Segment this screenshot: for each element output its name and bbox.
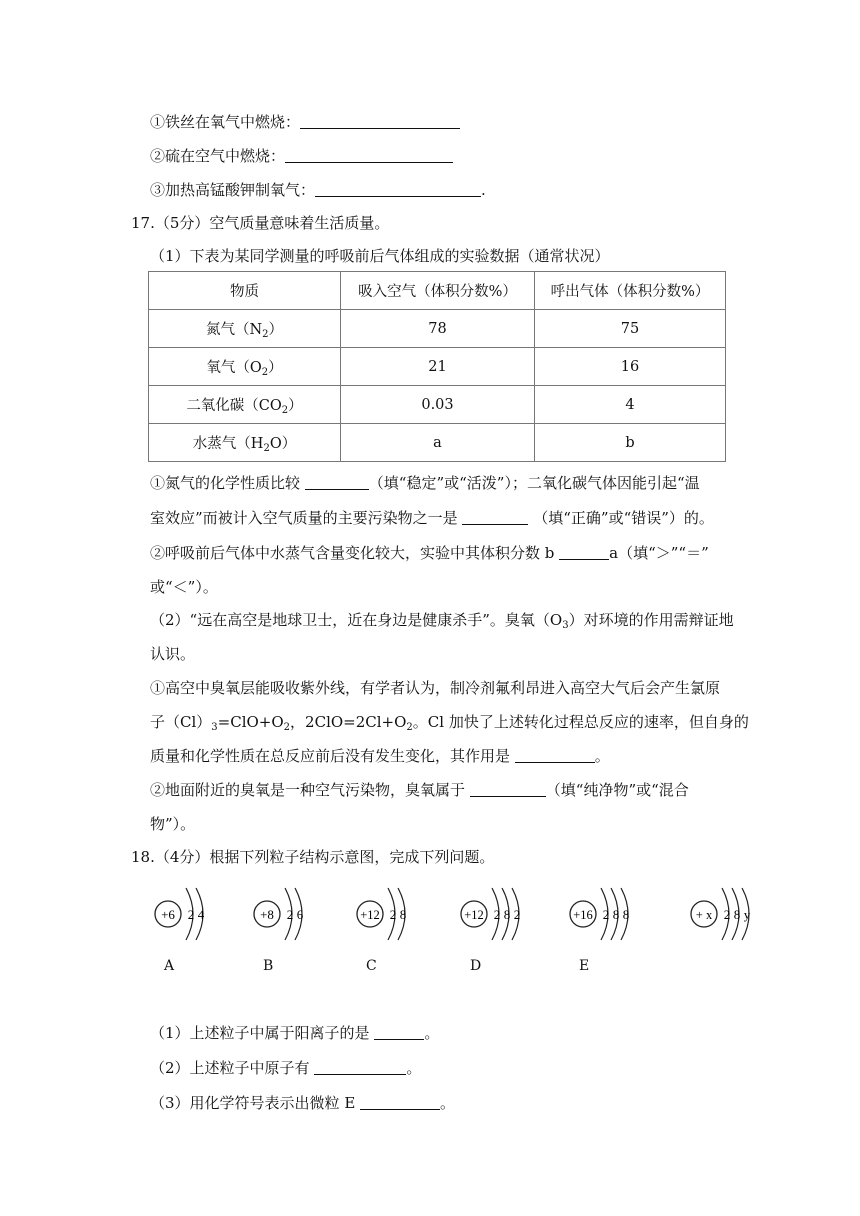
table-cell-exhaled: b (535, 424, 726, 462)
particle-label: D (470, 958, 482, 974)
shell-electron-count: 2 (389, 907, 397, 922)
shell-electron-count: 4 (197, 907, 205, 922)
q17-title: 17.（5分）空气质量意味着生活质量。 (131, 214, 390, 232)
q16-item-2 (150, 146, 453, 166)
q16-item-3-tail: . (481, 181, 486, 199)
q18-sub1: （1）上述粒子中属于阳离子的是 。 (150, 1024, 440, 1042)
q16-item-1 (150, 112, 460, 132)
q18-title: 18.（4分）根据下列粒子结构示意图，完成下列问题。 (131, 848, 495, 866)
particle-label: B (263, 958, 274, 974)
q17-p1-line4: 或“＜”）。 (150, 578, 218, 596)
shell-electron-count: 2 (286, 907, 294, 922)
shell-electron-count: 2 (187, 907, 195, 922)
answer-blank[interactable] (515, 746, 595, 763)
table-header: 呼出气体（体积分数%） (535, 272, 726, 310)
answer-blank[interactable] (305, 473, 369, 490)
q16-item-1-text: ①铁丝在氧气中燃烧： (150, 113, 301, 131)
table-cell-substance: 水蒸气$(H_2O)$ (149, 424, 341, 462)
particle-diagram (563, 874, 673, 958)
table-cell-inhaled: 78 (341, 310, 535, 348)
shell-electron-count: 6 (296, 907, 304, 922)
particle-label: A (164, 958, 175, 974)
gas-composition-table (148, 271, 726, 462)
particle-label: E (579, 958, 590, 974)
answer-blank[interactable] (314, 1058, 406, 1075)
table-header: 吸入空气（体积分数%） (341, 272, 535, 310)
q16-item-3-text: ③加热高锰酸钾制氧气： (150, 181, 316, 199)
q17-p2-line3: ①高空中臭氧层能吸收紫外线，有学者认为，制冷剂氟利昂进入高空大气后会产生氯原 (150, 679, 721, 697)
answer-blank[interactable] (360, 1093, 440, 1110)
particle-label: C (366, 958, 377, 974)
particle-diagram (454, 874, 564, 958)
table-cell-inhaled: 0.03 (341, 386, 535, 424)
nucleus-charge: +12 (360, 908, 380, 922)
nucleus-charge: + x (695, 908, 713, 922)
q16-item-3 (150, 180, 486, 200)
shell-electron-count: 8 (612, 907, 620, 922)
shell-electron-count: y (743, 907, 751, 922)
q17-p2-line7: 物”）。 (150, 815, 196, 833)
answer-blank[interactable] (559, 543, 609, 560)
q17-p1-line2: 室效应”而被计入空气质量的主要污染物之一是 （填“正确”或“错误”）的。 (150, 509, 714, 527)
q17-p2-line1: （2）“远在高空是地球卫士，近在身边是健康杀手”。臭氧$(O_3)$对环境的作用需辩证地 (150, 611, 734, 631)
q17-p1-line3: ②呼吸前后气体中水蒸气含量变化较大，实验中其体积分数 b a（填“＞”“＝” (150, 544, 709, 562)
answer-blank[interactable] (470, 780, 546, 797)
table-row (149, 424, 726, 462)
shell-electron-count: 2 (513, 907, 521, 922)
shell-electron-count: 8 (733, 907, 741, 922)
particle-diagram (350, 874, 460, 958)
shell-electron-count: 8 (399, 907, 407, 922)
table-row (149, 386, 726, 424)
q17-p2-line2: 认识。 (150, 645, 196, 663)
table-cell-exhaled: 75 (535, 310, 726, 348)
nucleus-charge: +6 (161, 907, 175, 922)
particle-diagram (247, 874, 357, 958)
q17-p2-line6: ②地面附近的臭氧是一种空气污染物，臭氧属于 （填“纯净物”或“混合 (150, 781, 689, 799)
q17-p2-line4: 子$(Cl)_3=ClO+O_2$，$2ClO=2Cl+O_2$。Cl 加快了上述转化过程总反应的速率，但自身的 (150, 713, 749, 733)
particle-diagram (148, 874, 258, 958)
shell-electron-count: 2 (723, 907, 731, 922)
q17-p1-line1: ①氮气的化学性质比较 （填“稳定”或“活泼”）；二氧化碳气体因能引起“温 (150, 474, 700, 492)
table-cell-inhaled: 21 (341, 348, 535, 386)
answer-blank[interactable] (315, 180, 481, 197)
table-cell-substance: 二氧化碳$(CO_2)$ (149, 386, 341, 424)
table-cell-substance: 氮气$(N_2)$ (149, 310, 341, 348)
table-header-row (149, 272, 726, 310)
table-cell-substance: 氧气$(O_2)$ (149, 348, 341, 386)
shell-electron-count: 2 (493, 907, 501, 922)
table-row (149, 348, 726, 386)
answer-blank[interactable] (462, 508, 528, 525)
table-header: 物质 (149, 272, 341, 310)
answer-blank[interactable] (374, 1023, 424, 1040)
particle-diagram (684, 874, 794, 958)
table-row (149, 310, 726, 348)
q16-item-2-text: ②硫在空气中燃烧： (150, 147, 286, 165)
shell-electron-count: 2 (602, 907, 610, 922)
q17-p2-line5: 质量和化学性质在总反应前后没有发生变化，其作用是 。 (150, 747, 610, 765)
q17-part1-intro: （1）下表为某同学测量的呼吸前后气体组成的实验数据（通常状况） (150, 247, 610, 265)
nucleus-charge: +12 (464, 908, 484, 922)
table-cell-exhaled: 4 (535, 386, 726, 424)
q18-sub2: （2）上述粒子中原子有 。 (150, 1059, 422, 1077)
q18-sub3: （3）用化学符号表示出微粒 E 。 (150, 1094, 456, 1112)
table-cell-exhaled: 16 (535, 348, 726, 386)
nucleus-charge: +8 (260, 907, 274, 922)
shell-electron-count: 8 (622, 907, 630, 922)
nucleus-charge: +16 (573, 908, 593, 922)
table-cell-inhaled: a (341, 424, 535, 462)
answer-blank[interactable] (300, 112, 460, 129)
shell-electron-count: 8 (503, 907, 511, 922)
answer-blank[interactable] (285, 146, 453, 163)
